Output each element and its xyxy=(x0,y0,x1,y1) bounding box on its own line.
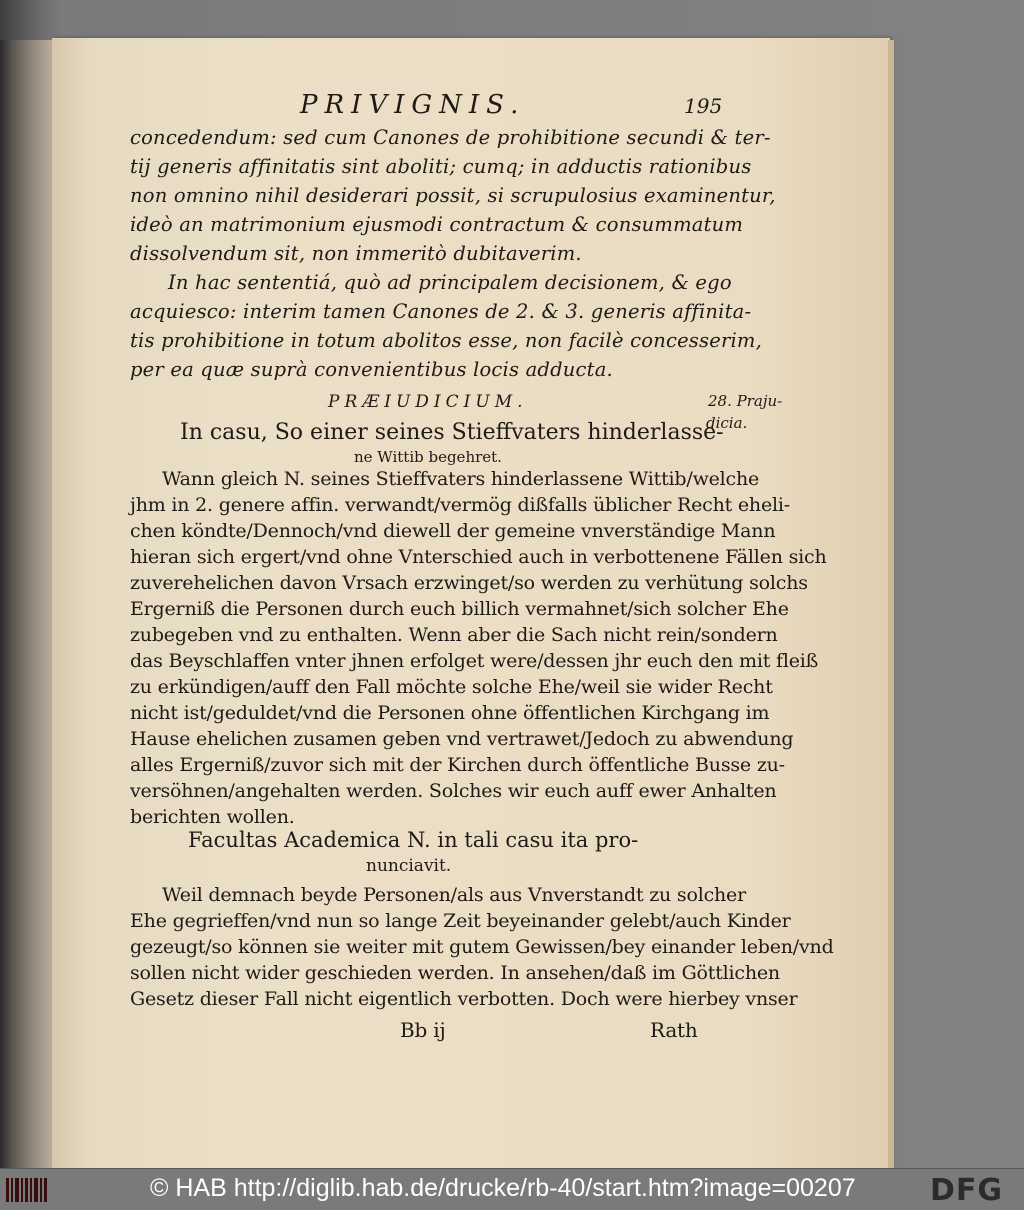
page-edge xyxy=(888,40,894,1168)
book-page xyxy=(52,38,890,1168)
casu-heading-cont: ne Wittib begehret. xyxy=(354,448,502,466)
german-line: nicht ist/geduldet/vnd die Personen ohne öffentlichen Kirchgang im xyxy=(130,702,770,724)
german-line: jhm in 2. genere affin. verwandt/vermög dißfalls üblicher Recht eheli- xyxy=(130,494,790,516)
latin-line: tis prohibitione in totum abolitos esse, non facilè concesserim, xyxy=(130,329,763,352)
german-line: Gesetz dieser Fall nicht eigentlich verbotten. Doch were hierbey vnser xyxy=(130,988,798,1010)
german-line: zu erkündigen/auff den Fall möchte solche Ehe/weil sie wider Recht xyxy=(130,676,773,698)
german-line: zubegeben vnd zu enthalten. Wenn aber die Sach nicht rein/sondern xyxy=(130,624,778,646)
signature-mark: Bb ij xyxy=(400,1018,446,1042)
source-credit-link[interactable]: © HAB http://diglib.hab.de/drucke/rb-40/start.htm?image=00207 xyxy=(150,1174,856,1202)
german-line: versöhnen/angehalten werden. Solches wir euch auff ewer Anhalten xyxy=(130,780,777,802)
latin-line: tij generis affinitatis sint aboliti; cumq; in adductis rationibus xyxy=(130,155,752,178)
german-line: zuverehelichen davon Vrsach erzwinget/so werden zu verhütung solchs xyxy=(130,572,808,594)
dfg-logo: DFG xyxy=(930,1173,1004,1208)
margin-note: dicia. xyxy=(706,414,748,432)
facultas-heading-cont: nunciavit. xyxy=(366,856,452,876)
footer-bar xyxy=(0,1168,1024,1210)
german-line: Hause ehelichen zusamen geben vnd vertrawet/Jedoch zu abwendung xyxy=(130,728,794,750)
german-line: Ergerniß die Personen durch euch billich vermahnet/sich solcher Ehe xyxy=(130,598,789,620)
german-line: Wann gleich N. seines Stieffvaters hinderlassene Wittib/welche xyxy=(162,468,760,490)
latin-line: ideò an matrimonium ejusmodi contractum & consummatum xyxy=(130,213,744,236)
praeiudicium-heading: PRÆIUDICIUM. xyxy=(328,392,528,412)
latin-line: dissolvendum sit, non immeritò dubitaverim. xyxy=(130,242,582,265)
book-edge xyxy=(0,40,58,1168)
library-barcode-icon xyxy=(6,1178,48,1202)
casu-heading: In casu, So einer seines Stieffvaters hinderlasse- xyxy=(180,420,724,445)
running-title: PRIVIGNIS. xyxy=(300,90,526,120)
german-line: gezeugt/so können sie weiter mit gutem Gewissen/bey einander leben/vnd xyxy=(130,936,834,958)
german-line: sollen nicht wider geschieden werden. In ansehen/daß im Göttlichen xyxy=(130,962,780,984)
german-line: Weil demnach beyde Personen/als aus Vnverstandt zu solcher xyxy=(162,884,746,906)
latin-line: In hac sententiá, quò ad principalem decisionem, & ego xyxy=(168,271,732,294)
margin-note: 28. Praju- xyxy=(708,392,783,410)
german-line: hieran sich ergert/vnd ohne Vnterschied auch in verbottenene Fällen sich xyxy=(130,546,827,568)
german-line: chen köndte/Dennoch/vnd diewell der gemeine vnverständige Mann xyxy=(130,520,776,542)
german-line: berichten wollen. xyxy=(130,806,295,828)
page-number: 195 xyxy=(684,94,723,118)
latin-line: per ea quæ suprà convenientibus locis adducta. xyxy=(130,358,613,381)
latin-line: concedendum: sed cum Canones de prohibitione secundi & ter- xyxy=(130,126,771,149)
german-line: alles Ergerniß/zuvor sich mit der Kirchen durch öffentliche Busse zu- xyxy=(130,754,785,776)
latin-line: non omnino nihil desiderari possit, si scrupulosius examinentur, xyxy=(130,184,776,207)
facultas-heading: Facultas Academica N. in tali casu ita pro- xyxy=(188,828,639,852)
german-line: das Beyschlaffen vnter jhnen erfolget were/dessen jhr euch den mit fleiß xyxy=(130,650,819,672)
catchword: Rath xyxy=(650,1018,698,1042)
german-line: Ehe gegrieffen/vnd nun so lange Zeit beyeinander gelebt/auch Kinder xyxy=(130,910,791,932)
latin-line: acquiesco: interim tamen Canones de 2. & 3. generis affinita- xyxy=(130,300,752,323)
